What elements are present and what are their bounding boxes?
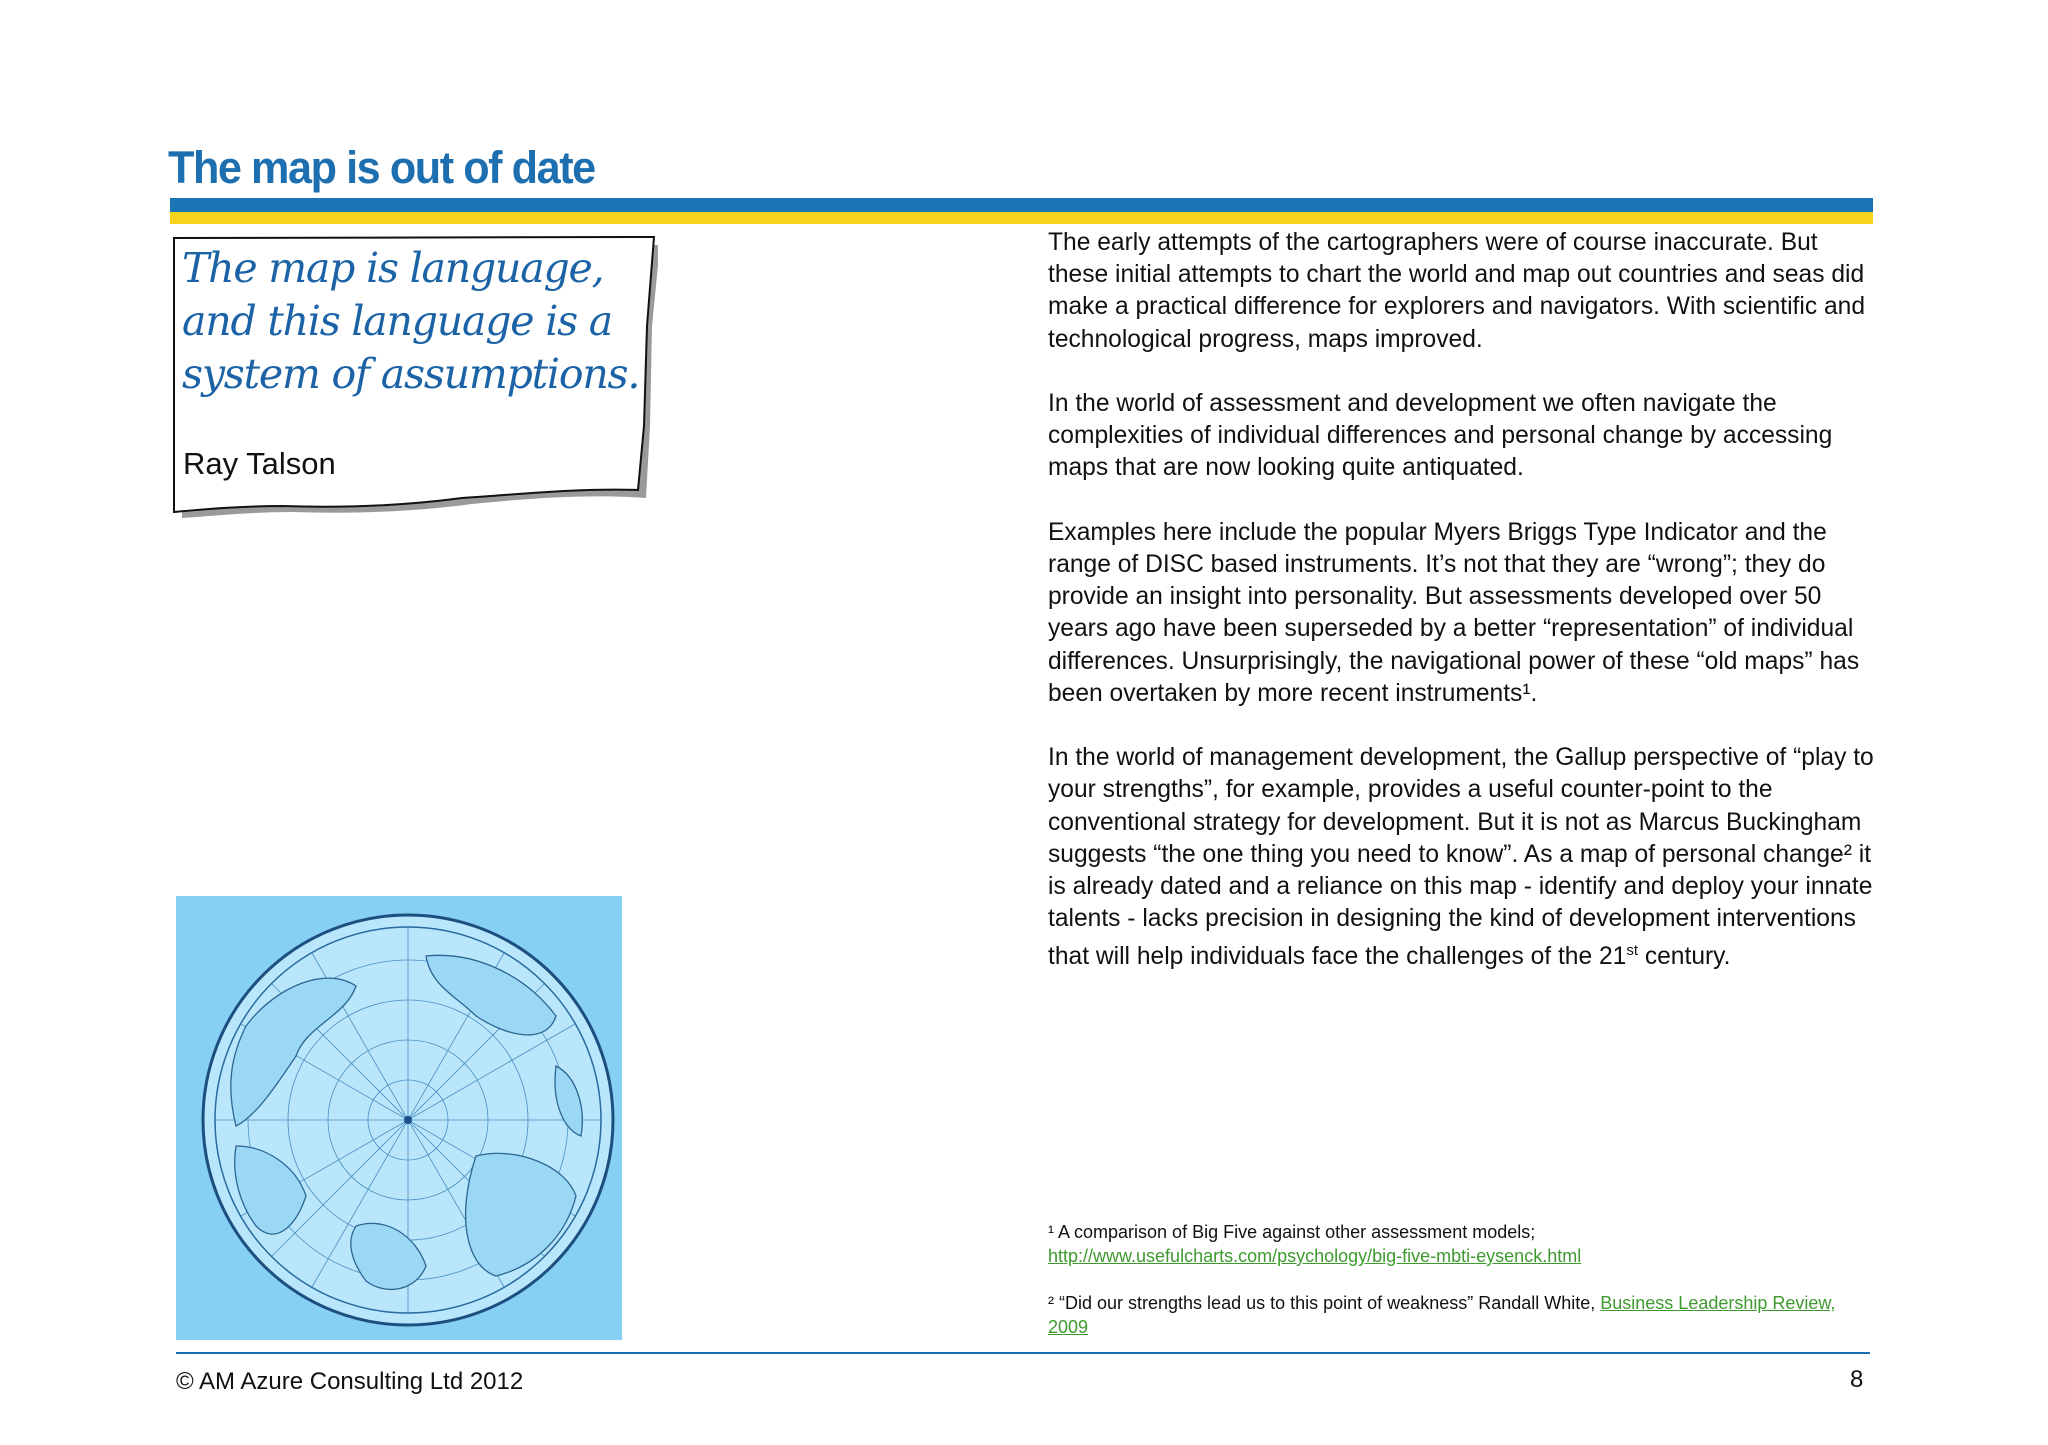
footnote-1-text: ¹ A comparison of Big Five against other assessment models; [1048, 1222, 1536, 1242]
footnote-1-link[interactable]: http://www.usefulcharts.com/psychology/big-five-mbti-eysenck.html [1048, 1246, 1582, 1266]
body-paragraph-4-end: century. [1638, 943, 1731, 971]
footnote-2-link[interactable]: Business Leadership Review, 2009 [1048, 1293, 1836, 1337]
body-paragraph-4 [1048, 742, 1878, 974]
polar-map-illustration [176, 896, 622, 1340]
polar-map-image [176, 896, 622, 1340]
page-number: 8 [1850, 1366, 1864, 1393]
footnote-1 [1048, 1220, 1878, 1268]
body-paragraph-2: In the world of assessment and development we often navigate the complexities of individual differences and personal change by accessing maps that are now looking quite antiquated. [1048, 390, 1833, 482]
body-paragraph-3: Examples here include the popular Myers Briggs Type Indicator and the range of DISC based instruments. It’s not that they are “wrong”; they do provide an insight into personality. But assessments developed over 50 years ago have been superseded by a better “representation” of individual differences. Unsurprisingly, the navigational power of these “old maps” has been overtaken by more recent instruments¹. [1048, 518, 1860, 707]
footer-divider [176, 1352, 1870, 1354]
quote-text: The map is language, and this language is a system of assumptions. [182, 244, 640, 398]
footnote-2 [1048, 1291, 1878, 1339]
footnotes [1048, 1220, 1878, 1362]
title-underline-blue [170, 198, 1873, 212]
body-paragraph-4-text: In the world of management development, the Gallup perspective of “play to your strengths”, for example, provides a useful counter-point to the conventional strategy for development. But it is not as Marcus Buckingham suggests “the one thing you need to know”. As a map of personal change² it is already dated and a reliance on this map - identify and deploy your innate talents - lacks precision in designing the kind of development interventions that will help individuals face the challenges of the 21 [1048, 744, 1874, 971]
body-paragraph-1: The early attempts of the cartographers were of course inaccurate. But these initial attempts to chart the world and map out countries and seas did make a practical difference for explorers and navigators. With scientific and technological progress, maps improved. [1048, 229, 1865, 353]
body-text [1048, 227, 1878, 1006]
footer-copyright: © AM Azure Consulting Ltd 2012 [176, 1368, 524, 1395]
footnote-2-text: ² “Did our strengths lead us to this point of weakness” Randall White, [1048, 1293, 1601, 1313]
page-title: The map is out of date [168, 142, 595, 193]
quote-box [172, 236, 658, 530]
superscript-st: st [1626, 942, 1638, 960]
title-underline-yellow [170, 212, 1873, 224]
quote-author: Ray Talson [183, 446, 336, 481]
